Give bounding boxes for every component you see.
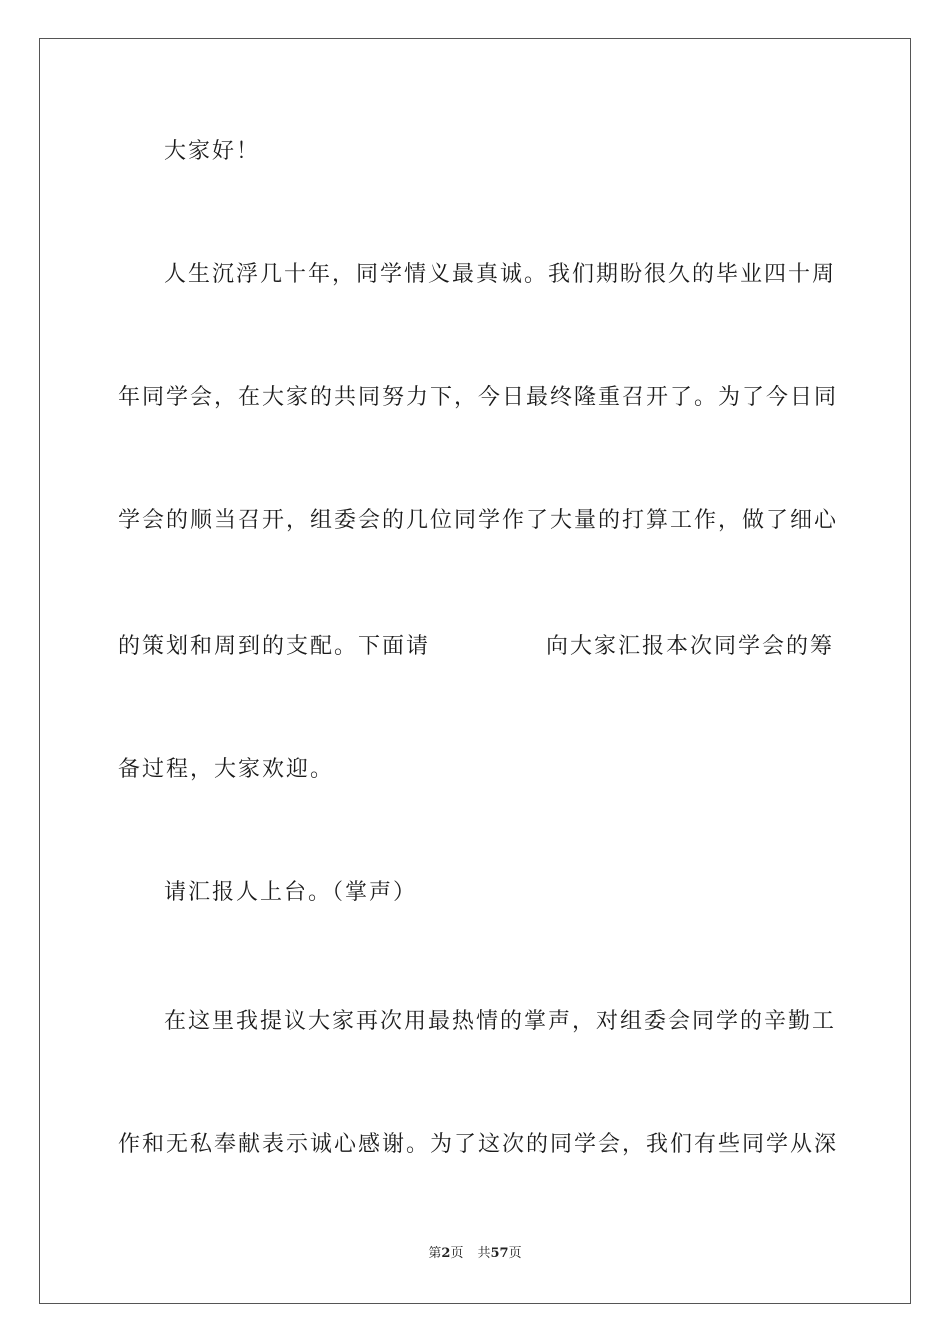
line-text-before-blank: 的策划和周到的支配。下面请	[118, 634, 431, 659]
total-suffix: 页	[508, 1246, 522, 1261]
page-suffix: 页	[450, 1246, 464, 1261]
page-current: 2	[441, 1246, 451, 1261]
paragraph-line: 学会的顺当召开，组委会的几位同学作了大量的打算工作，做了细心	[118, 508, 839, 533]
page-frame	[39, 38, 911, 1304]
page-total: 57	[490, 1246, 509, 1261]
paragraph-line: 请汇报人上台。（掌声）	[164, 880, 418, 905]
line-text-after-blank: 向大家汇报本次同学会的筹	[546, 634, 835, 659]
paragraph-line: 备过程，大家欢迎。	[118, 757, 335, 782]
paragraph-line	[118, 632, 835, 662]
total-prefix: 共	[477, 1246, 491, 1261]
paragraph-line: 年同学会，在大家的共同努力下，今日最终隆重召开了。为了今日同	[118, 385, 839, 410]
paragraph-line: 在这里我提议大家再次用最热情的掌声，对组委会同学的辛勤工	[164, 1009, 837, 1034]
page-prefix: 第	[428, 1246, 442, 1261]
paragraph-line: 人生沉浮几十年，同学情义最真诚。我们期盼很久的毕业四十周	[164, 262, 837, 287]
greeting-line: 大家好！	[164, 139, 261, 164]
paragraph-line: 作和无私奉献表示诚心感谢。为了这次的同学会，我们有些同学从深	[118, 1132, 839, 1157]
page-footer	[0, 1245, 950, 1263]
